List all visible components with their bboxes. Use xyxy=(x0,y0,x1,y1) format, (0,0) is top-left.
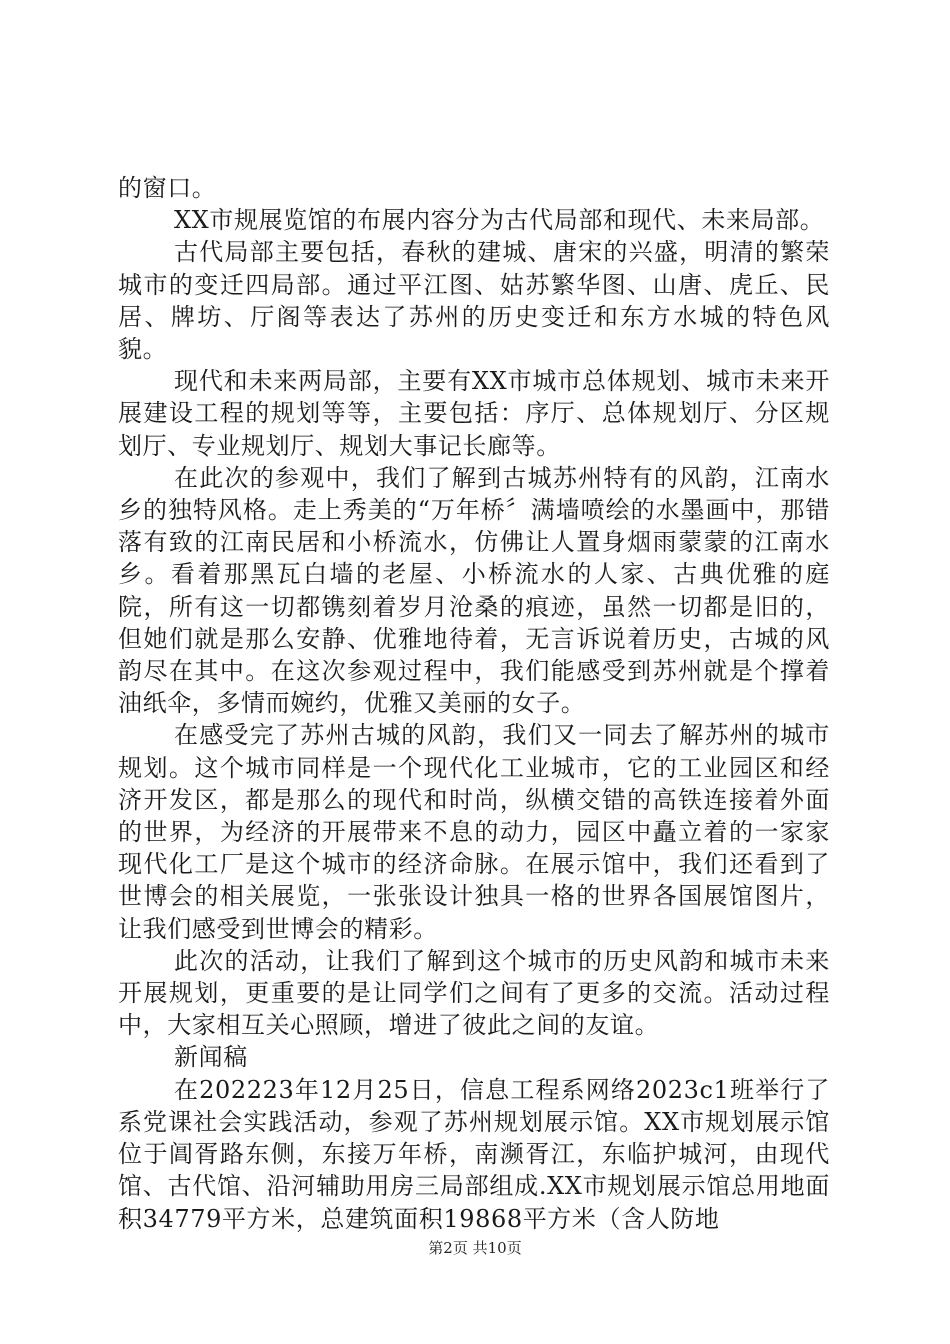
paragraph-news-body: 在202223年12月25日，信息工程系网络2023c1班举行了系党课社会实践活动，参观了苏州规划展示馆。XX市规划展示馆位于阊胥路东侧，东接万年桥，南濒胥江，东临护城河，由现代馆、古代馆、沿河辅助用房三局部组成.XX市规划展示馆总用地面积34779平方米，总建筑面积19868平方米（含人防地 xyxy=(118,1075,830,1233)
paragraph-activity-summary: 此次的活动，让我们了解到这个城市的历史风韵和城市未来开展规划，更重要的是让同学们之间有了更多的交流。活动过程中，大家相互关心照顾，增进了彼此之间的友谊。 xyxy=(118,946,830,1040)
paragraph-exhibition-layout: XX市规展览馆的布展内容分为古代局部和现代、未来局部。 xyxy=(174,206,825,235)
news-heading: 新闻稿 xyxy=(174,1043,248,1072)
page-number-footer: 第2页 共10页 xyxy=(428,1239,522,1257)
paragraph-visit-impressions: 在此次的参观中，我们了解到古城苏州特有的风韵，江南水乡的独特风格。走上秀美的“万年桥〞满墙喷绘的水墨画中，那错落有致的江南民居和小桥流水，仿佛让人置身烟雨蒙蒙的江南水乡。看着那黑瓦白墙的老屋、小桥流水的人家、古典优雅的庭院，所有这一切都镌刻着岁月沧桑的痕迹，虽然一切都是旧的，但她们就是那么安静、优雅地待着，无言诉说着历史，古城的风韵尽在其中。在这次参观过程中，我们能感受到苏州就是个撑着油纸伞，多情而婉约，优雅又美丽的女子。 xyxy=(118,463,830,718)
paragraph-ancient-section: 古代局部主要包括，春秋的建城、唐宋的兴盛，明清的繁荣城市的变迁四局部。通过平江图、姑苏繁华图、山唐、虎丘、民居、牌坊、厅阁等表达了苏州的历史变迁和东方水城的特色风貌。 xyxy=(118,238,830,364)
paragraph-city-planning: 在感受完了苏州古城的风韵，我们又一同去了解苏州的城市规划。这个城市同样是一个现代化工业城市，它的工业园区和经济开发区，都是那么的现代和时尚，纵横交错的高铁连接着外面的世界，为经济的开展带来不息的动力，园区中矗立着的一家家现代化工厂是这个城市的经济命脉。在展示馆中，我们还看到了世博会的相关展览，一张张设计独具一格的世界各国展馆图片，让我们感受到世博会的精彩。 xyxy=(118,721,830,943)
document-body xyxy=(118,172,830,1235)
paragraph-modern-section: 现代和未来两局部，主要有XX市城市总体规划、城市未来开展建设工程的规划等等，主要包括：序厅、总体规划厅、分区规划厅、专业规划厅、规划大事记长廊等。 xyxy=(118,367,830,460)
paragraph-continuation: 的窗口。 xyxy=(118,174,217,202)
